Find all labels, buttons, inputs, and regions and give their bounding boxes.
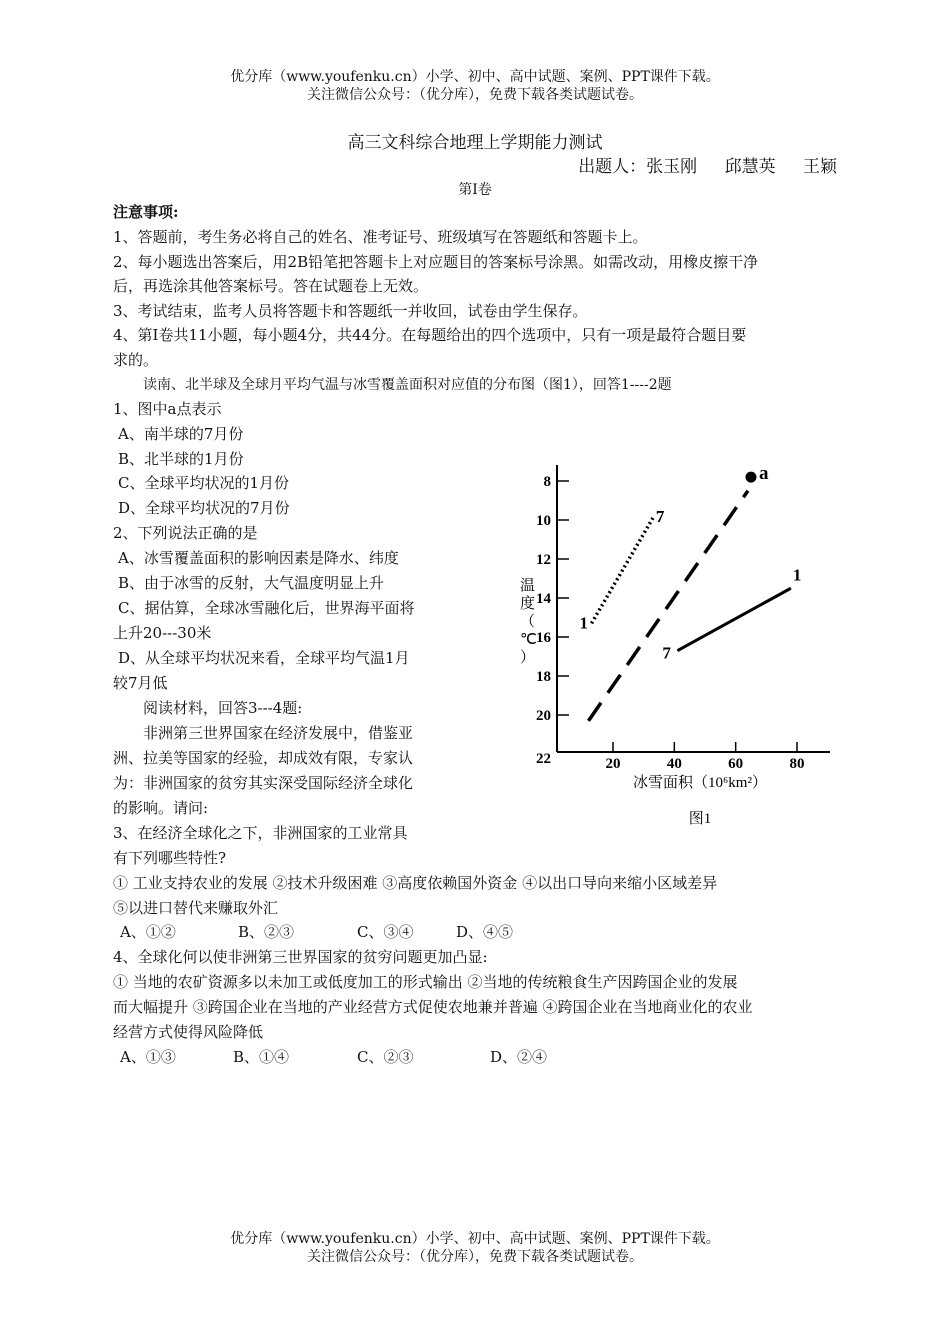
material-line-1: 非洲第三世界国家在经济发展中，借鉴亚 [143,724,414,742]
q3-items-line2: ⑤以进口替代来赚取外汇 [113,899,279,917]
series-line-dotted [592,518,653,623]
figure-caption: 图1 [688,811,712,827]
series-start-label-dotted: 1 [579,613,589,633]
author-1: 出题人：张玉刚 [578,157,698,177]
q4-option-d: D、②④ [490,1048,548,1066]
y-tick-label: 8 [543,474,551,490]
y-tick-label: 22 [536,751,551,767]
q2-stem: 2、下列说法正确的是 [113,524,258,542]
series-end-label-dotted: 7 [655,507,665,527]
author-2: 邱慧英 [724,157,776,177]
x-axis-label: 冰雪面积（10⁶km²） [633,775,767,791]
q1-option-b: B、北半球的1月份 [118,450,244,468]
q4-option-b: B、①④ [233,1048,290,1066]
exam-title: 高三文科综合地理上学期能力测试 [347,133,603,153]
q2-option-d-line2: 较7月低 [113,674,168,692]
x-tick-label: 40 [666,756,682,772]
site-header-line1: 优分库（www.youfenku.cn）小学、初中、高中试题、案例、PPT课件下载。 [230,69,720,85]
section-label: 第I卷 [458,182,492,198]
material-intro: 阅读材料，回答3---4题: [143,699,303,717]
q4-option-a: A、①③ [120,1048,176,1066]
figure-1-chart [485,445,845,840]
y-tick-label: 14 [536,591,551,607]
y-tick-label: 18 [536,669,551,685]
site-footer-line2: 关注微信公众号：（优分库），免费下载各类试题试卷。 [307,1249,643,1265]
q1-option-d: D、全球平均状况的7月份 [118,499,290,517]
q1-option-c: C、全球平均状况的1月份 [118,474,290,492]
q2-option-b: B、由于冰雪的反射，大气温度明显上升 [118,574,385,592]
q3-stem-line2: 有下列哪些特性? [113,849,227,867]
q2-option-c-line1: C、据估算，全球冰雪融化后，世界海平面将 [118,599,415,617]
q2-option-a: A、冰雪覆盖面积的影响因素是降水、纬度 [118,549,399,567]
q4-items-line1: ① 当地的农矿资源多以未加工或低度加工的形式输出 ②当地的传统粮食生产因跨国企业的发展 [113,973,738,991]
notice-item-4a: 4、第I卷共11小题，每小题4分，共44分。在每题给出的四个选项中，只有一项是最符合题目要 [113,326,747,344]
q3-stem-line1: 3、在经济全球化之下，非洲国家的工业常具 [113,824,408,842]
q2-option-d-line1: D、从全球平均状况来看，全球平均气温1月 [118,649,410,667]
notice-item-2b: 后，再选涂其他答案标号。答在试题卷上无效。 [113,277,429,295]
y-tick-label: 16 [536,630,551,646]
q4-option-c: C、②③ [357,1048,414,1066]
x-tick-label: 20 [605,756,621,772]
q3-items-line1: ① 工业支持农业的发展 ②技术升级困难 ③高度依赖国外资金 ④以出口导向来缩小区域差异 [113,874,718,892]
q2-option-c-line2: 上升20---30米 [113,624,212,642]
q3-option-b: B、②③ [238,923,295,941]
y-axis-label: 温度（℃） [520,578,537,666]
series-line-dashed [588,491,747,721]
material-line-3: 为：非洲国家的贫穷其实深受国际经济全球化 [113,774,414,792]
q4-items-line2: 而大幅提升 ③跨国企业在当地的产业经营方式促使农地兼并普遍 ④跨国企业在当地商业化的农业 [113,998,753,1016]
y-tick-label: 10 [536,513,551,529]
author-3: 王颖 [803,157,837,177]
q1-stem: 1、图中a点表示 [113,400,222,418]
x-tick-label: 60 [728,756,744,772]
y-tick-label: 12 [536,552,551,568]
x-tick-label: 80 [789,756,805,772]
y-tick-label: 20 [536,708,551,724]
site-footer-line1: 优分库（www.youfenku.cn）小学、初中、高中试题、案例、PPT课件下载。 [230,1231,720,1247]
notice-item-4b: 求的。 [113,351,159,369]
q3-option-d: D、④⑤ [456,923,514,941]
series-start-label-solid: 7 [662,643,671,663]
authors [556,152,837,177]
site-header-line2: 关注微信公众号：（优分库），免费下载各类试题试卷。 [307,87,643,103]
point-a-marker [746,472,757,483]
notice-item-2a: 2、每小题选出答案后，用2B铅笔把答题卡上对应题目的答案标号涂黑。如需改动，用橡皮擦干净 [113,253,759,271]
q4-stem: 4、全球化何以使非洲第三世界国家的贫穷问题更加凸显: [113,948,488,966]
q1-option-a: A、南半球的7月份 [118,425,244,443]
material-line-2: 洲、拉美等国家的经验，却成效有限，专家认 [113,749,414,767]
notice-item-3: 3、考试结束，监考人员将答题卡和答题纸一并收回，试卷由学生保存。 [113,302,588,320]
series-line-solid [677,588,790,650]
q4-items-line3: 经营方式使得风险降低 [113,1023,264,1041]
q3-option-a: A、①② [120,923,176,941]
q12-intro: 读南、北半球及全球月平均气温与冰雪覆盖面积对应值的分布图（图1），回答1----2题 [143,377,672,393]
material-line-4: 的影响。请问: [113,799,209,817]
point-a-label: a [759,463,769,485]
notice-item-1: 1、答题前，考生务必将自己的姓名、准考证号、班级填写在答题纸和答题卡上。 [113,228,648,246]
q3-option-c: C、③④ [357,923,414,941]
series-end-label-solid: 1 [792,565,802,585]
notice-title: 注意事项: [113,203,179,221]
